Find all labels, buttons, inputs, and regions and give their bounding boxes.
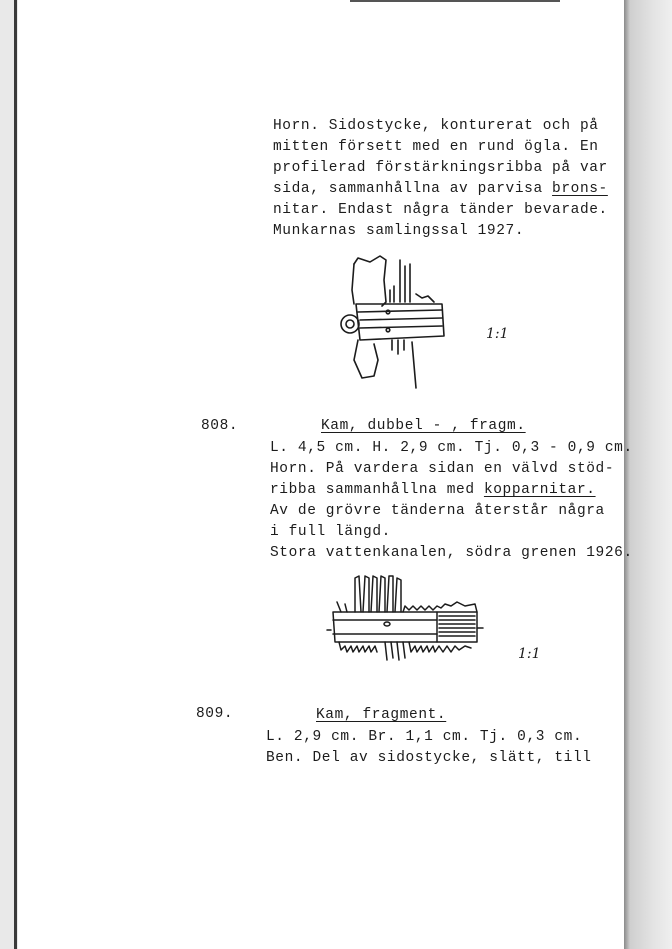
binding-edge: [14, 0, 17, 949]
entry-808-number: 808.: [201, 418, 239, 434]
entry-807-line-6: Munkarnas samlingssal 1927.: [273, 223, 525, 239]
entry-808-line-1: L. 4,5 cm. H. 2,9 cm. Tj. 0,3 - 0,9 cm.: [270, 440, 633, 456]
entry-809-line-2: Ben. Del av sidostycke, slätt, till: [266, 750, 592, 766]
entry-808-line-3: ribba sammanhållna med kopparnitar.: [270, 482, 596, 498]
scale-label-808: 1:1: [518, 646, 541, 662]
entry-809-line-1: L. 2,9 cm. Br. 1,1 cm. Tj. 0,3 cm.: [266, 729, 583, 745]
top-edge-mark: [350, 0, 560, 2]
entry-808-title: Kam, dubbel - , fragm.: [321, 418, 526, 434]
underlined-brons: brons-: [552, 181, 608, 197]
double-comb-drawing: [325, 572, 485, 664]
entry-809-number: 809.: [196, 706, 234, 722]
entry-807-line-4: sida, sammanhållna av parvisa brons-: [273, 181, 608, 197]
entry-808-line-5: i full längd.: [270, 524, 391, 540]
entry-809-title: Kam, fragment.: [316, 707, 447, 723]
entry-807-line-1: Horn. Sidostycke, konturerat och på: [273, 118, 599, 134]
scale-label-807: 1:1: [486, 326, 509, 342]
page-edge-shadow: [624, 0, 672, 949]
underlined-kopparnitar: kopparnitar.: [483, 482, 596, 498]
comb-loop-drawing: [330, 250, 460, 395]
entry-808-line-4: Av de grövre tänderna återstår några: [270, 503, 605, 519]
entry-807-line-3: profilerad förstärkningsribba på var: [273, 160, 608, 176]
entry-808-line-6: Stora vattenkanalen, södra grenen 1926.: [270, 545, 633, 561]
entry-807-line-2: mitten försett med en rund ögla. En: [273, 139, 599, 155]
entry-807-line-5: nitar. Endast några tänder bevarade.: [273, 202, 608, 218]
entry-808-line-2: Horn. På vardera sidan en välvd stöd-: [270, 461, 615, 477]
